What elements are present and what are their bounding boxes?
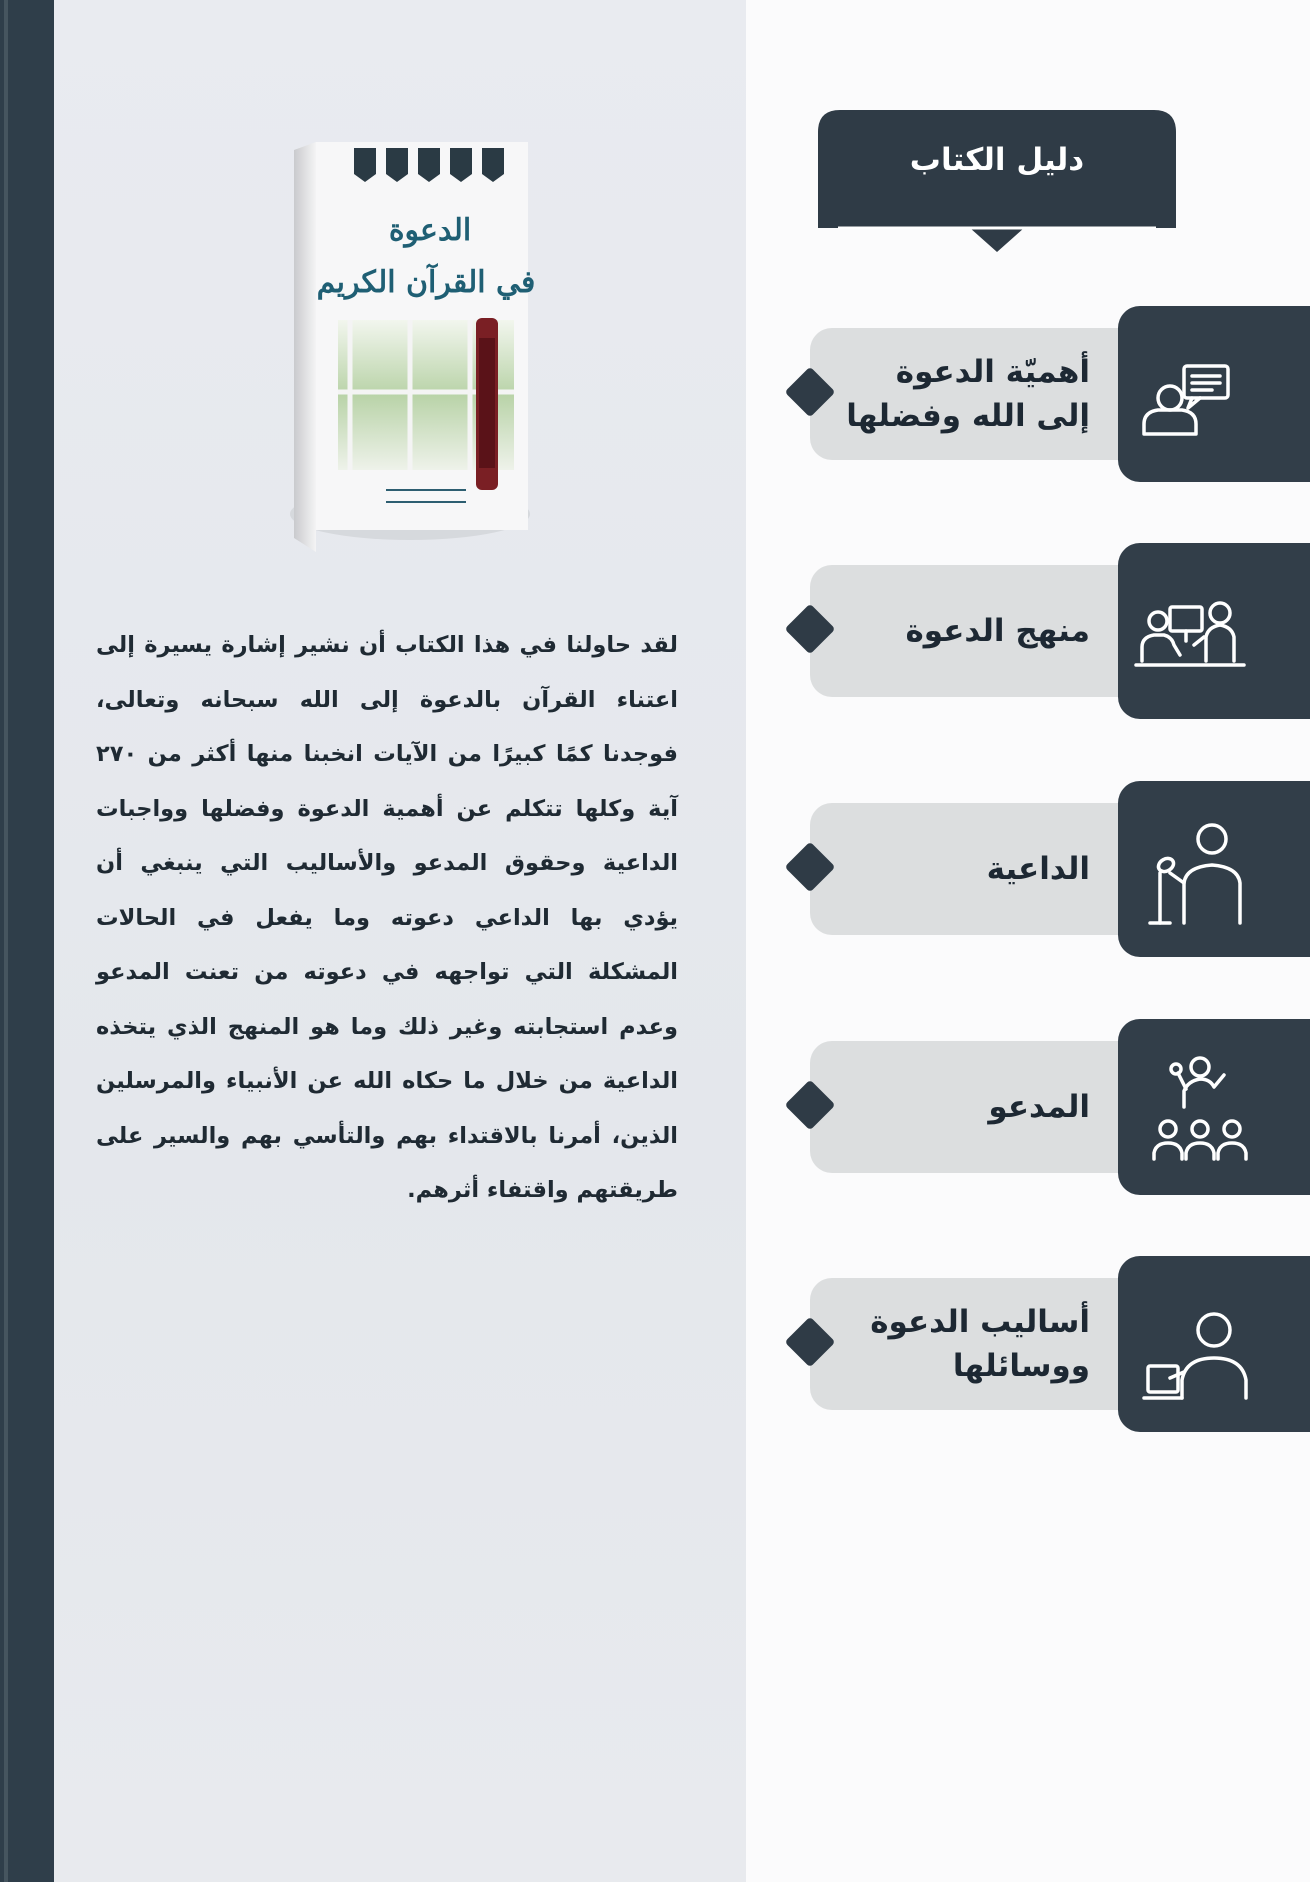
presenter-screen-icon xyxy=(1120,1274,1260,1414)
item-label xyxy=(840,1041,1090,1173)
item-label xyxy=(840,328,1090,460)
item-label-line1: أهميّة الدعوة xyxy=(895,354,1090,390)
book-spine xyxy=(0,0,54,1882)
book-description: لقد حاولنا في هذا الكتاب أن نشير إشارة يسيرة إلى اعتناء القرآن بالدعوة إلى الله سبحانه وتعالى، فوجدنا كمًا كبيرًا من الآيات انخبنا منها أكثر من ٢٧٠ آية وكلها تتكلم عن أهمية الدعوة وفضلها وواجبات الداعية وحقوق المدعو والأساليب التي ينبغي أن يؤدي بها الداعي دعوته وما يفعل في الحالات المشكلة التي تواجهه في دعوته من تعنت المدعو وعدم استجابته وغير ذلك وما هو المنهج الذي يتخذه الداعية من خلال ما حكاه الله عن الأنبياء والمرسلين الذين، أمرنا بالاقتداء بهم والتأسي بهم والسير على طريقتهم واقتفاء أثرهم. xyxy=(96,632,678,1203)
item-label-line2: إلى الله وفضلها xyxy=(846,398,1090,434)
item-label xyxy=(840,1278,1090,1410)
item-label-line1: الداعية xyxy=(986,851,1090,887)
guide-item-invitee xyxy=(780,1019,1310,1195)
guide-item-preacher xyxy=(780,781,1310,957)
microphone-speaker-icon xyxy=(1120,799,1260,939)
book-title-line1: الدعوة xyxy=(388,213,472,248)
spine-edge xyxy=(4,0,8,1882)
item-label xyxy=(840,565,1090,697)
guide-item-importance xyxy=(780,306,1310,482)
item-label-line1: المدعو xyxy=(988,1089,1090,1125)
header-banner xyxy=(818,110,1176,252)
item-label xyxy=(840,803,1090,935)
header-title: دليل الكتاب xyxy=(909,142,1085,178)
audience-icon xyxy=(1120,1037,1260,1177)
book-cover-image xyxy=(290,142,540,552)
item-label-line2: ووسائلها xyxy=(952,1348,1090,1384)
speaker-chat-icon xyxy=(1120,324,1260,464)
teacher-board-icon xyxy=(1120,561,1260,701)
guide-item-methodology xyxy=(780,543,1310,719)
guide-item-methods xyxy=(780,1256,1310,1432)
item-label-line1: منهج الدعوة xyxy=(905,613,1090,649)
book-title-line2: في القرآن الكريم xyxy=(316,265,536,300)
item-label-line1: أساليب الدعوة xyxy=(870,1304,1090,1340)
